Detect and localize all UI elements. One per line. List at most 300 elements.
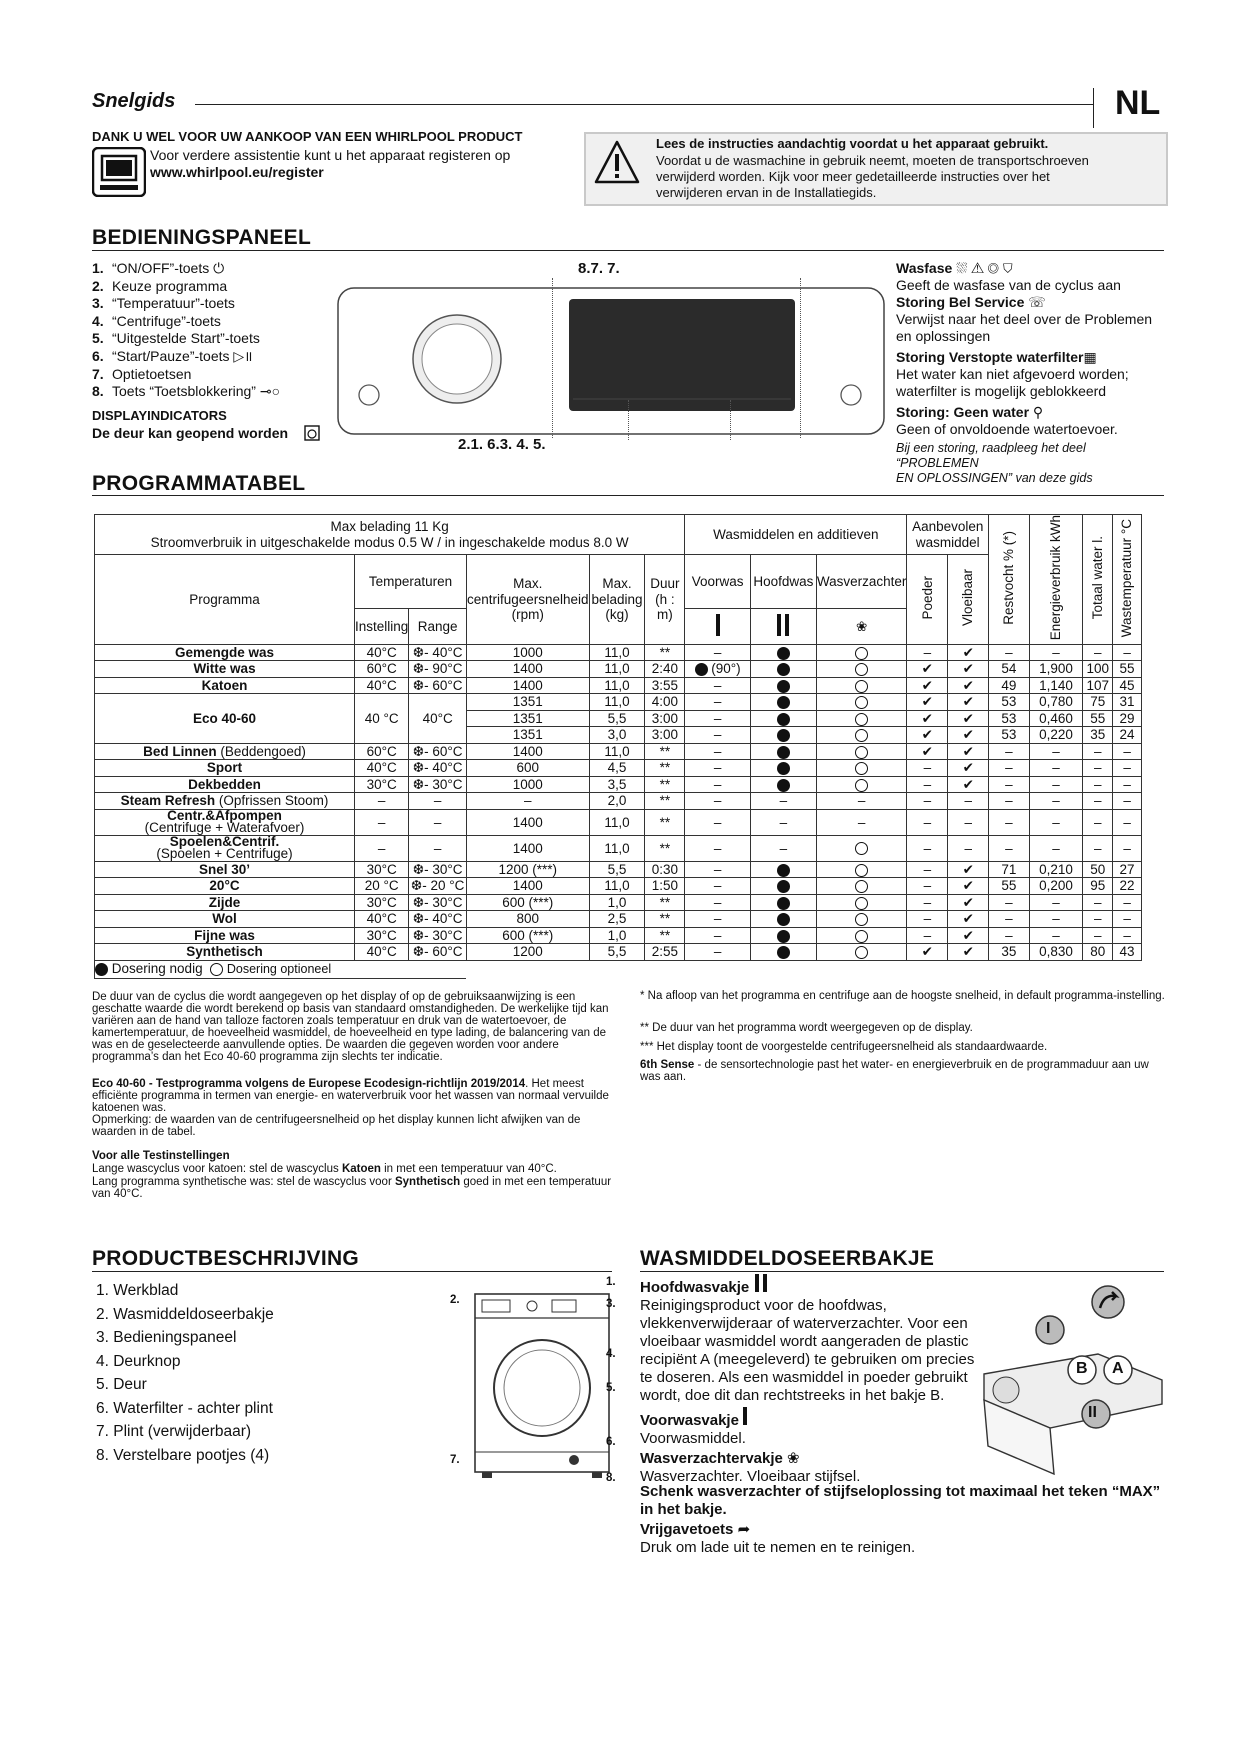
cell-pow: –	[907, 809, 948, 835]
main-text-6: wordt, doe dit dan rechtstreeks in het bakje B.	[640, 1387, 945, 1404]
cell-pre: –	[685, 760, 751, 777]
cell-liq: ✔	[948, 760, 989, 777]
cell-kg: 11,0	[589, 878, 645, 895]
table-row	[95, 760, 1142, 777]
cell-set: 30°C	[355, 894, 409, 911]
cell-dur: 1:50	[645, 878, 685, 895]
cell-pre: –	[685, 694, 751, 711]
table-row	[95, 677, 1142, 694]
softener-flower-icon: ❀	[787, 1450, 800, 1467]
table-header-water: Totaal water l.	[1083, 515, 1113, 645]
table-header-load: Max belading 11 Kg Stroomverbruik in uitgeschakelde modus 0.5 W / in ingeschakelde modus 8.0 W	[95, 515, 685, 555]
footnote-3: *** Het display toont de voorgestelde centrifugeersnelheid als standaardwaarde.	[640, 1041, 1048, 1053]
table-header-setting: Instelling	[355, 608, 409, 644]
cell-soft: –	[816, 793, 907, 810]
language-code: NL	[1115, 84, 1161, 122]
product-part-7: 7. Plint (verwijderbaar)	[96, 1423, 252, 1440]
fault-note-2: EN OPLOSSINGEN” van deze gids	[896, 471, 1093, 485]
cell-main: –	[750, 793, 816, 810]
softener-icon: ❀	[816, 608, 907, 644]
cell-temp: 31	[1113, 694, 1142, 711]
water-title: Storing: Geen water	[896, 404, 1030, 420]
door-indicator-label: De deur kan geopend worden	[92, 425, 289, 441]
cell-temp: 29	[1113, 710, 1142, 727]
cell-main	[750, 861, 816, 878]
cell-main	[750, 644, 816, 661]
cell-dur: 3:00	[645, 727, 685, 744]
cell-kg: 11,0	[589, 809, 645, 835]
cell-liq: ✔	[948, 710, 989, 727]
cell-pre: –	[685, 861, 751, 878]
cell-rpm: 600 (***)	[466, 927, 589, 944]
product-part-8: 8. Verstelbare pootjes (4)	[96, 1446, 270, 1464]
cell-pow: –	[907, 911, 948, 928]
cell-rest: 54	[989, 661, 1030, 678]
footnote-1: * Na afloop van het programma en centrifuge aan de hoogste snelheid, in default programma-instelling.	[640, 990, 1165, 1002]
cell-pre: –	[685, 776, 751, 793]
cell-pre: (90°)	[685, 661, 751, 678]
table-header-liquid: Vloeibaar	[948, 555, 989, 645]
warning-icon	[594, 140, 640, 184]
table-row	[95, 911, 1142, 928]
program-name: Centr.&Afpompen (Centrifuge + Waterafvoer)	[95, 809, 355, 835]
cell-water: 50	[1083, 861, 1113, 878]
program-name: 20°C	[95, 878, 355, 895]
release-text: Druk om lade uit te nemen en te reinigen.	[640, 1539, 916, 1556]
cell-rest: 49	[989, 677, 1030, 694]
dispenser-text	[640, 1274, 980, 1486]
cell-set: 40°C	[355, 760, 409, 777]
callout-5: 5.	[606, 1382, 616, 1394]
cell-set: 40°C	[355, 644, 409, 661]
cell-water: –	[1083, 760, 1113, 777]
table-row	[95, 644, 1142, 661]
header-rule	[195, 104, 1093, 105]
cell-kg: 1,0	[589, 894, 645, 911]
table-row	[95, 694, 1142, 711]
cell-main	[750, 677, 816, 694]
product-part-3: 3. Bedieningspaneel	[96, 1329, 237, 1346]
cell-dur: **	[645, 835, 685, 861]
table-header-softener: Wasverzachter	[816, 555, 907, 609]
table-header-residual: Restvocht % (*)	[989, 515, 1030, 645]
optional-dose-icon	[210, 963, 223, 976]
cell-temp: 24	[1113, 727, 1142, 744]
cell-kg: 5,5	[589, 944, 645, 961]
cell-water: –	[1083, 743, 1113, 760]
softener-text: Wasverzachter. Vloeibaar stijfsel.	[640, 1468, 861, 1485]
callout-line	[628, 400, 629, 440]
table-header-duration: Duur (h : m)	[645, 555, 685, 645]
cell-set: 40°C	[355, 911, 409, 928]
program-name: Dekbedden	[95, 776, 355, 793]
cell-pre: –	[685, 793, 751, 810]
cell-kwh: 0,460	[1029, 710, 1083, 727]
table-header-prewash: Voorwas	[685, 555, 751, 609]
dispenser-section-title: WASMIDDELDOSEERBAKJE	[640, 1247, 935, 1270]
cell-liq: ✔	[948, 644, 989, 661]
cell-main	[750, 743, 816, 760]
cell-liq: –	[948, 835, 989, 861]
program-name: Steam Refresh (Opfrissen Stoom)	[95, 793, 355, 810]
cell-kwh: –	[1029, 760, 1083, 777]
release-section	[640, 1521, 1165, 1557]
panel-item-7: 7. Optietoetsen	[92, 365, 192, 382]
cell-pow: ✔	[907, 694, 948, 711]
cell-dur: **	[645, 776, 685, 793]
cell-pre: –	[685, 911, 751, 928]
table-header-temperatures: Temperaturen	[355, 555, 467, 609]
program-name: Sport	[95, 760, 355, 777]
cell-dur: 2:55	[645, 944, 685, 961]
cell-dur: **	[645, 911, 685, 928]
cell-kg: 3,0	[589, 727, 645, 744]
cell-soft	[816, 644, 907, 661]
cell-soft	[816, 927, 907, 944]
cell-liq: ✔	[948, 776, 989, 793]
cell-pre: –	[685, 743, 751, 760]
cell-soft: –	[816, 809, 907, 835]
main-text-2: vlekkenverwijderaar of waterverzachter. Voor een	[640, 1315, 968, 1332]
cell-temp: 27	[1113, 861, 1142, 878]
bottom-callout: 2.1. 6.3. 4. 5.	[458, 436, 546, 453]
cell-water: 95	[1083, 878, 1113, 895]
main-text-5: te doseren. Als een wasmiddel in poeder gebruikt	[640, 1369, 968, 1386]
cell-rest: 53	[989, 727, 1030, 744]
cell-pow: ✔	[907, 944, 948, 961]
cell-liq: ✔	[948, 911, 989, 928]
table-row	[95, 894, 1142, 911]
cell-pow: ✔	[907, 677, 948, 694]
product-section-title: PRODUCTBESCHRIJVING	[92, 1247, 360, 1270]
softener-compartment-title: Wasverzachtervakje	[640, 1450, 783, 1467]
cell-kwh: 0,200	[1029, 878, 1083, 895]
warning-line-3: verwijderen ervan in de Installatiegids.	[656, 185, 877, 200]
power-icon: ⏻	[213, 260, 225, 276]
cell-kwh: –	[1029, 743, 1083, 760]
dispenser-warning: Schenk wasverzachter of stijfseloplossing tot maximaal het teken “MAX” in het bakje.	[640, 1483, 1161, 1518]
test-setting-1: Lange wascyclus voor katoen: stel de wascyclus Katoen in met een temperatuur van 40°C.	[92, 1163, 557, 1175]
cell-temp: 22	[1113, 878, 1142, 895]
table-header-maxload: Max. belading (kg)	[589, 555, 645, 645]
cell-dur: **	[645, 644, 685, 661]
cell-kg: 1,0	[589, 927, 645, 944]
cell-dur: **	[645, 927, 685, 944]
wasfase-title: Wasfase	[896, 260, 953, 276]
cell-pow: –	[907, 776, 948, 793]
cell-rpm: 1400	[466, 661, 589, 678]
cell-liq: ✔	[948, 894, 989, 911]
water-text: Geen of onvoldoende watertoevoer.	[896, 421, 1118, 437]
cell-dur: 3:55	[645, 677, 685, 694]
cell-range: ❆- 30°C	[409, 861, 467, 878]
cell-temp: –	[1113, 809, 1142, 835]
prewash-icon	[685, 608, 751, 644]
product-part-4: 4. Deurknop	[96, 1352, 181, 1370]
start-pause-icon: ▷॥	[233, 347, 253, 364]
panel-item-5: 5. “Uitgestelde Start”-toets	[92, 330, 260, 347]
cell-soft	[816, 894, 907, 911]
filter-icon: ▦	[1083, 349, 1097, 365]
program-name: Witte was	[95, 661, 355, 678]
warning-line-1: Voordat u de wasmachine in gebruik neemt, moeten de transportschroeven	[656, 153, 1089, 168]
cell-pre: –	[685, 710, 751, 727]
cell-kwh: 1,900	[1029, 661, 1083, 678]
bel-service-text-1: Verwijst naar het deel over de Problemen	[896, 311, 1153, 327]
cell-kwh: –	[1029, 894, 1083, 911]
table-row	[95, 878, 1142, 895]
cell-soft	[816, 944, 907, 961]
eco-note: Eco 40-60 - Testprogramma volgens de Europese Ecodesign-richtlijn 2019/2014. Het meest efficiënte programma in termen van energie- en waterverbruik voor het wassen van normaal vervuilde katoenen was.	[92, 1078, 609, 1114]
cell-pow: ✔	[907, 661, 948, 678]
warning-title: Lees de instructies aandachtig voordat u het apparaat gebruikt.	[656, 136, 1049, 151]
release-title: Vrijgavetoets	[640, 1521, 734, 1538]
callout-4: 4.	[606, 1348, 616, 1360]
cell-kwh: –	[1029, 911, 1083, 928]
cell-kg: 11,0	[589, 677, 645, 694]
label-a: A	[1112, 1360, 1124, 1377]
cell-soft	[816, 760, 907, 777]
footnote-2: ** De duur van het programma wordt weergegeven op de display.	[640, 1022, 973, 1034]
callout-8: 8.	[606, 1472, 616, 1484]
cell-dur: **	[645, 743, 685, 760]
cell-range: ❆- 30°C	[409, 927, 467, 944]
wasfase-text: Geeft de wasfase van de cyclus aan	[896, 277, 1121, 293]
cell-water: –	[1083, 776, 1113, 793]
warning-box	[584, 132, 1168, 206]
dispenser-drawer-drawing	[980, 1282, 1166, 1478]
cell-dur: 4:00	[645, 694, 685, 711]
cell-water: –	[1083, 644, 1113, 661]
table-header-range: Range	[409, 608, 467, 644]
cell-rest: 55	[989, 878, 1030, 895]
release-arrow-icon: ➦	[737, 1521, 751, 1538]
cell-liq: ✔	[948, 944, 989, 961]
cell-pre: –	[685, 644, 751, 661]
cell-kg: 11,0	[589, 743, 645, 760]
callout-3: 3.	[606, 1298, 616, 1310]
cell-kwh: –	[1029, 644, 1083, 661]
label-i: I	[1046, 1320, 1051, 1337]
cell-water: 55	[1083, 710, 1113, 727]
cell-liq: ✔	[948, 661, 989, 678]
table-row	[95, 927, 1142, 944]
table-row	[95, 809, 1142, 835]
cell-water: –	[1083, 894, 1113, 911]
cell-pre: –	[685, 878, 751, 895]
cell-liq: ✔	[948, 727, 989, 744]
cell-rpm: 600	[466, 760, 589, 777]
warning-line-2: verwijderd worden. Kijk voor meer gedetailleerde instructies over het	[656, 169, 1050, 184]
cell-soft	[816, 861, 907, 878]
main-text-1: Reinigingsproduct voor de hoofdwas,	[640, 1297, 887, 1314]
cell-liq: ✔	[948, 878, 989, 895]
cell-kwh: 0,210	[1029, 861, 1083, 878]
cell-range: ❆- 90°C	[409, 661, 467, 678]
service-icon: ☏	[1028, 294, 1046, 310]
cell-dur: **	[645, 894, 685, 911]
table-header-powder: Poeder	[907, 555, 948, 645]
cell-soft	[816, 878, 907, 895]
cell-rpm: –	[466, 793, 589, 810]
cell-water: –	[1083, 793, 1113, 810]
cell-liq: ✔	[948, 861, 989, 878]
label-b: B	[1076, 1360, 1088, 1377]
cell-temp: –	[1113, 776, 1142, 793]
table-section-rule	[92, 495, 1164, 496]
product-part-6: 6. Waterfilter - achter plint	[96, 1399, 273, 1417]
cell-kwh: 0,780	[1029, 694, 1083, 711]
cell-temp: –	[1113, 927, 1142, 944]
cell-pow: –	[907, 644, 948, 661]
table-header-spin: Max. centrifugeersnelheid (rpm)	[466, 555, 589, 645]
cell-main	[750, 710, 816, 727]
table-row	[95, 661, 1142, 678]
cell-kg: 11,0	[589, 661, 645, 678]
cell-pre: –	[685, 677, 751, 694]
cell-rpm: 600 (***)	[466, 894, 589, 911]
table-row	[95, 743, 1142, 760]
callout-line	[730, 400, 731, 440]
cell-water: –	[1083, 911, 1113, 928]
register-link[interactable]: www.whirlpool.eu/register	[150, 164, 324, 180]
cell-rpm: 800	[466, 911, 589, 928]
cell-soft	[816, 743, 907, 760]
program-table	[94, 514, 1142, 979]
cell-set: 60°C	[355, 661, 409, 678]
main-text-3: vloeibaar wasmiddel wordt aangeraden de plastic	[640, 1333, 969, 1350]
cell-water: 75	[1083, 694, 1113, 711]
cell-soft	[816, 727, 907, 744]
panel-item-4: 4. “Centrifuge”-toets	[92, 312, 221, 329]
key-lock-icon: ⊸○	[259, 383, 281, 400]
test-setting-2: Lang programma synthetische was: stel de wascyclus voor Synthetisch goed in met een temperatuur van 40°C.	[92, 1176, 612, 1200]
cell-temp: –	[1113, 760, 1142, 777]
cell-range: –	[409, 835, 467, 861]
table-header-recommended: Aanbevolen wasmiddel	[907, 515, 989, 555]
cell-set: –	[355, 835, 409, 861]
callout-6: 6.	[606, 1436, 616, 1448]
program-name: Eco 40-60	[95, 694, 355, 744]
program-name: Katoen	[95, 677, 355, 694]
table-header-detergents: Wasmiddelen en additieven	[685, 515, 907, 555]
cell-rpm: 1400	[466, 809, 589, 835]
cell-dur: **	[645, 760, 685, 777]
remark-note: Opmerking: de waarden van de centrifugeersnelheid op het display kunnen licht afwijken van de waarden in de tabel.	[92, 1114, 581, 1138]
cell-pow: –	[907, 861, 948, 878]
table-legend: Dosering nodig Dosering optioneel	[95, 960, 467, 978]
cell-temp: –	[1113, 894, 1142, 911]
cell-soft	[816, 661, 907, 678]
footnote-4: 6th Sense - de sensortechnologie past het water- en energieverbruik en de programmaduur aan uw was aan.	[640, 1059, 1149, 1083]
cell-rpm: 1000	[466, 644, 589, 661]
cell-pow: ✔	[907, 743, 948, 760]
cell-water: 100	[1083, 661, 1113, 678]
cell-temp: –	[1113, 743, 1142, 760]
cell-set: 30°C	[355, 861, 409, 878]
callout-line	[800, 278, 801, 438]
cell-set: 30°C	[355, 927, 409, 944]
cell-kg: 2,0	[589, 793, 645, 810]
program-name: Fijne was	[95, 927, 355, 944]
cell-rest: –	[989, 809, 1030, 835]
cell-main	[750, 927, 816, 944]
cell-rest: –	[989, 760, 1030, 777]
cell-pre: –	[685, 927, 751, 944]
prewash-compartment-title: Voorwasvakje	[640, 1412, 739, 1429]
cell-set: 30°C	[355, 776, 409, 793]
cell-pow: –	[907, 793, 948, 810]
cell-rpm: 1351	[466, 727, 589, 744]
cell-rest: 35	[989, 944, 1030, 961]
cell-kwh: –	[1029, 809, 1083, 835]
cell-rpm: 1351	[466, 710, 589, 727]
cell-rpm: 1000	[466, 776, 589, 793]
bel-service-text-2: en oplossingen	[896, 328, 991, 344]
cell-kwh: –	[1029, 793, 1083, 810]
cell-main	[750, 776, 816, 793]
cell-pre: –	[685, 835, 751, 861]
wash-phase-icons: ⛆ ⚠ ◎ ⛉	[956, 260, 1013, 276]
cell-temp: –	[1113, 793, 1142, 810]
cell-kwh: 0,220	[1029, 727, 1083, 744]
cell-soft	[816, 911, 907, 928]
filter-text-2: waterfilter is mogelijk geblokkeerd	[896, 383, 1107, 399]
cell-main	[750, 727, 816, 744]
cell-pow: –	[907, 894, 948, 911]
washing-machine-drawing	[470, 1282, 620, 1482]
cell-dur: **	[645, 809, 685, 835]
cell-rest: –	[989, 743, 1030, 760]
control-panel-drawing	[337, 287, 885, 435]
cell-range: –	[409, 809, 467, 835]
table-header-energy: Energieverbruik kWh	[1029, 515, 1083, 645]
table-row	[95, 944, 1142, 961]
callout-1: 1.	[606, 1276, 616, 1288]
cell-range: –	[409, 793, 467, 810]
cell-soft	[816, 694, 907, 711]
cell-set: 20 °C	[355, 878, 409, 895]
register-text: Voor verdere assistentie kunt u het apparaat registeren op	[150, 147, 511, 163]
cell-liq: ✔	[948, 927, 989, 944]
header-divider	[1093, 88, 1094, 128]
cell-water: 107	[1083, 677, 1113, 694]
cell-temp: 43	[1113, 944, 1142, 961]
prewash-text: Voorwasmiddel.	[640, 1430, 746, 1447]
callout-7: 7.	[450, 1454, 460, 1466]
cell-liq: –	[948, 809, 989, 835]
cell-rest: –	[989, 793, 1030, 810]
cell-water: 35	[1083, 727, 1113, 744]
cell-kg: 11,0	[589, 644, 645, 661]
filter-text-1: Het water kan niet afgevoerd worden;	[896, 366, 1129, 382]
cell-temp: –	[1113, 835, 1142, 861]
panel-item-8: 8. Toets “Toetsblokkering” ⊸○	[92, 383, 281, 400]
table-row	[95, 776, 1142, 793]
cell-rest: –	[989, 835, 1030, 861]
cell-range: ❆- 20 °C	[409, 878, 467, 895]
indicator-descriptions	[896, 260, 1166, 486]
panel-item-6: 6. “Start/Pauze”-toets ▷॥	[92, 347, 253, 364]
table-header-program: Programma	[95, 555, 355, 645]
cell-main	[750, 944, 816, 961]
thanks-text: DANK U WEL VOOR UW AANKOOP VAN EEN WHIRLPOOL PRODUCT	[92, 129, 523, 144]
cell-range: ❆- 40°C	[409, 911, 467, 928]
cell-range: ❆- 30°C	[409, 776, 467, 793]
cell-dur: 3:00	[645, 710, 685, 727]
cell-range: ❆- 60°C	[409, 743, 467, 760]
cell-kwh: 1,140	[1029, 677, 1083, 694]
